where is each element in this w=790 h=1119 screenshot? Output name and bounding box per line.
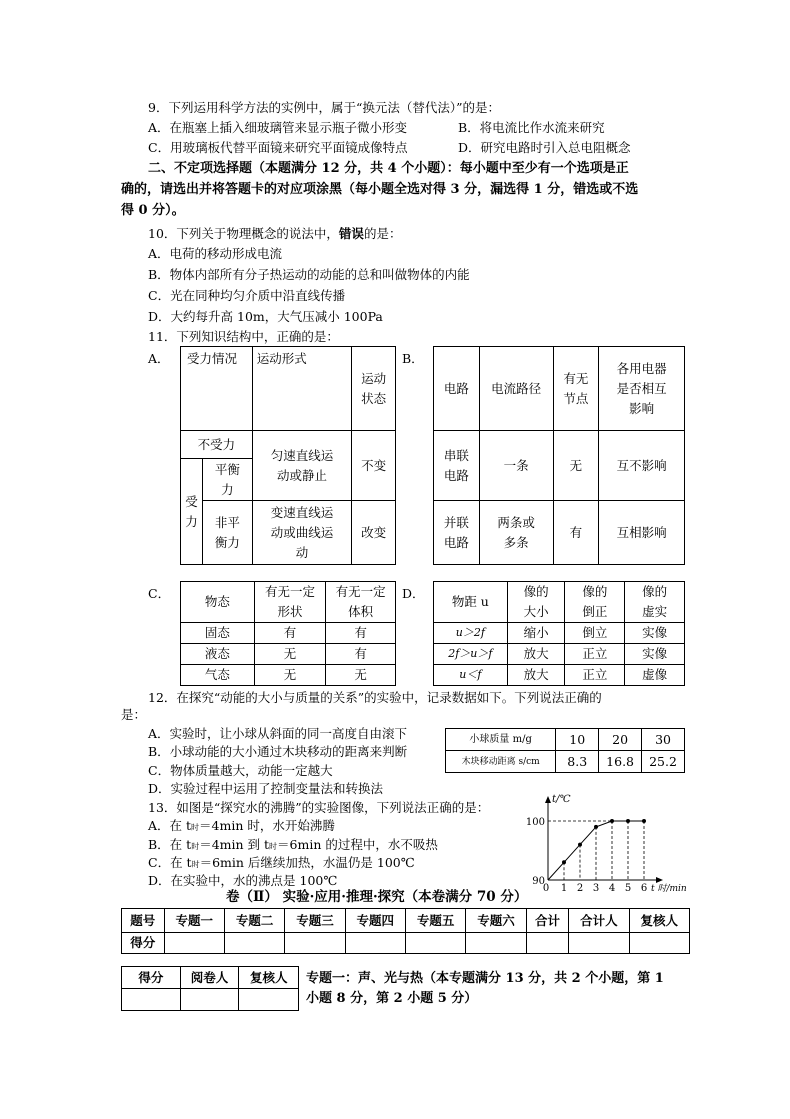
- table-d-cell: 缩小: [507, 623, 565, 644]
- chart-x-tick-label: 1: [560, 883, 568, 894]
- score-value-row: [122, 933, 690, 954]
- score-header-cell: 专题五: [405, 909, 465, 933]
- table-d-header-size-l1: 像的: [523, 584, 549, 599]
- q11-table-b: [433, 346, 685, 565]
- table-a-side-l2: 力: [185, 513, 198, 529]
- table-a-uniform-l1: 匀速直线运: [270, 447, 334, 463]
- chart-x-axis-arrow: [656, 877, 663, 883]
- grader-input[interactable]: [180, 989, 239, 1011]
- table-d-cell: u＞2f: [434, 623, 508, 644]
- chart-point: [594, 825, 598, 829]
- q12-option-a: A．实验时，让小球从斜面的同一高度自由滚下: [148, 726, 408, 741]
- table-a-unbalanced-l2: 衡力: [214, 534, 240, 550]
- table-a-variable: [252, 501, 351, 565]
- grader-header: 得分: [122, 967, 181, 989]
- table-c-header-state: 物态: [181, 582, 255, 623]
- boiling-chart: [520, 790, 690, 894]
- q9-option-b: B．将电流比作水流来研究: [458, 120, 605, 135]
- chart-x-tick-label: 3: [592, 883, 600, 894]
- table-b-parallel: [434, 501, 480, 565]
- table-a-variable-l3: 动: [295, 544, 309, 560]
- q12-cell: 20: [599, 729, 642, 751]
- table-b-parallel-path: [479, 501, 553, 565]
- q10-stem-pre: 10．下列关于物理概念的说法中，: [148, 226, 339, 241]
- score-header-cell: 专题三: [285, 909, 345, 933]
- table-c-cell: 无: [326, 665, 396, 686]
- q11-stem: 11．下列知识结构中，正确的是：: [148, 329, 339, 344]
- table-a-uniform: [252, 431, 351, 501]
- q12-cell: 30: [642, 729, 685, 751]
- table-d-cell: 实像: [625, 644, 685, 665]
- table-b-header-node-l1: 有无: [563, 370, 589, 386]
- grader-table: [121, 966, 299, 1011]
- chart-point: [610, 819, 614, 823]
- score-table: [121, 908, 690, 954]
- table-a-header-state-l2: 状态: [361, 390, 387, 406]
- q12-option-b: B．小球动能的大小通过木块移动的距离来判断: [148, 744, 408, 759]
- table-b-parallel-influence: 互相影响: [599, 501, 685, 565]
- score-header-row: [122, 909, 690, 933]
- q10-option-b: B．物体内部所有分子热运动的动能的总和叫做物体的内能: [148, 267, 470, 282]
- table-c-cell: 无: [254, 644, 326, 665]
- table-c-header-shape: [254, 582, 326, 623]
- topic1-title-line1: 专题一：声、光与热（本专题满分 13 分，共 2 个小题，第 1: [306, 971, 664, 986]
- table-a-side-label: [181, 459, 203, 565]
- grader-input[interactable]: [239, 989, 299, 1011]
- q11-label-b: B．: [402, 351, 424, 366]
- score-header-cell: 专题六: [466, 909, 526, 933]
- table-c-cell: 有: [254, 623, 326, 644]
- table-d-header-real-l2: 虚实: [642, 604, 668, 619]
- chart-y-axis-label: t/℃: [552, 794, 571, 805]
- part2-title: 卷（Ⅱ） 实验·应用·推理·探究（本卷满分 70 分）: [226, 889, 528, 905]
- score-input-cell[interactable]: [285, 933, 345, 954]
- grader-header: 复核人: [239, 967, 299, 989]
- table-b-series-influence: 互不影响: [599, 431, 685, 501]
- q13-option-a: [148, 817, 335, 837]
- q12-cell: 16.8: [599, 751, 642, 773]
- table-a-header-state: [352, 347, 396, 431]
- q12-option-d: D．实验过程中运用了控制变量法和转换法: [148, 781, 384, 796]
- table-a-variable-l2: 动或曲线运: [270, 524, 334, 540]
- q13-c-sub: 时: [191, 860, 200, 869]
- table-d-header-size: [507, 582, 565, 623]
- score-input-cell[interactable]: [466, 933, 526, 954]
- q13-b-post: ＝6min 的过程中，水不吸热: [277, 837, 438, 852]
- q13-a-sub: 时: [191, 823, 200, 832]
- table-c-cell: 有: [326, 623, 396, 644]
- table-b-series-path: 一条: [479, 431, 553, 501]
- table-a-unbalanced: [202, 501, 252, 565]
- q13-stem: 13．如图是“探究水的沸腾”的实验图像，下列说法正确的是：: [148, 800, 490, 815]
- q10-option-a: A．电荷的移动形成电流: [148, 246, 283, 261]
- chart-series: [548, 819, 646, 880]
- table-a-uniform-l2: 动或静止: [276, 467, 327, 483]
- table-b-header-node: [553, 347, 599, 431]
- table-d-cell: 放大: [507, 644, 565, 665]
- topic1-title-line2: 小题 8 分，第 2 小题 5 分）: [306, 991, 478, 1006]
- q12-data-table: [445, 728, 685, 773]
- table-b-header-circuit: 电路: [434, 347, 480, 431]
- q11-table-c: [180, 581, 396, 686]
- table-a-no-force: 不受力: [181, 431, 253, 459]
- score-input-cell[interactable]: [526, 933, 569, 954]
- chart-axes: [545, 796, 663, 883]
- q12-option-c: C．物体质量越大，动能一定越大: [148, 763, 333, 778]
- score-input-cell[interactable]: [164, 933, 224, 954]
- table-d-header-real-l1: 像的: [642, 584, 668, 599]
- score-input-cell[interactable]: [629, 933, 689, 954]
- score-input-cell[interactable]: [405, 933, 465, 954]
- q13-option-d: D．在实验中，水的沸点是 100℃: [148, 873, 338, 888]
- table-b-header-influence: [599, 347, 685, 431]
- chart-y-axis-arrow: [545, 796, 551, 803]
- table-a-unchanged: 不变: [352, 431, 396, 501]
- chart-x-tick-label: 0: [542, 883, 550, 894]
- table-d-header-distance: 物距 u: [434, 582, 508, 623]
- table-d-header-size-l2: 大小: [523, 604, 549, 619]
- q10-stem: [148, 225, 401, 243]
- chart-x-tick-label: 4: [608, 883, 616, 894]
- table-d-cell: 正立: [565, 665, 625, 686]
- score-header-cell: 专题一: [164, 909, 224, 933]
- q12-stem-line1: 12．在探究“动能的大小与质量的关系”的实验中，记录数据如下。下列说法正确的: [148, 690, 602, 705]
- table-a-header-force: 受力情况: [181, 347, 253, 431]
- chart-point: [578, 843, 582, 847]
- q13-a-pre: A．在 t: [148, 818, 192, 833]
- table-a-balanced: [202, 459, 252, 501]
- table-a-header-state-l1: 运动: [361, 370, 387, 386]
- q9-option-d: D．研究电路时引入总电阻概念: [458, 140, 631, 155]
- table-b-parallel-path-l1: 两条或: [497, 514, 535, 530]
- q12-stem-line2: 是：: [121, 707, 147, 722]
- q13-option-c: [148, 854, 415, 874]
- score-row-label: 得分: [122, 933, 165, 954]
- table-b-header-influence-l1: 各用电器: [616, 360, 667, 376]
- table-a-header-motion: 运动形式: [252, 347, 351, 431]
- chart-x-tick-label: 5: [624, 883, 632, 894]
- table-a-unbalanced-l1: 非平: [214, 514, 240, 530]
- table-d-cell: u＜f: [434, 665, 508, 686]
- table-c-cell: 固态: [181, 623, 255, 644]
- chart-point: [626, 819, 630, 823]
- table-a-balanced-l1: 平衡: [214, 461, 240, 477]
- grader-header: 阅卷人: [180, 967, 239, 989]
- q12-cell: 8.3: [556, 751, 599, 773]
- q11-table-a: [180, 346, 396, 565]
- table-c-cell: 液态: [181, 644, 255, 665]
- table-b-parallel-path-l2: 多条: [503, 534, 529, 550]
- table-d-header-real: [625, 582, 685, 623]
- table-b-header-influence-l3: 影响: [629, 400, 655, 416]
- q12-cell: 25.2: [642, 751, 685, 773]
- q13-b-mid: ＝4min 到 t: [199, 837, 270, 852]
- score-header-cell: 题号: [122, 909, 165, 933]
- q13-b-sub: 时: [191, 842, 200, 851]
- table-a-balanced-l2: 力: [221, 481, 234, 497]
- q9-stem: 9．下列运用科学方法的实例中，属于“换元法（替代法）”的是：: [148, 100, 500, 115]
- q10-option-c: C．光在同种均匀介质中沿直线传播: [148, 288, 346, 303]
- q12-row2-label: 木块移动距离 s/cm: [446, 751, 556, 773]
- table-c-header-volume: [326, 582, 396, 623]
- section2-line3: 得 0 分）。: [121, 203, 185, 218]
- table-c-cell: 气态: [181, 665, 255, 686]
- score-header-cell: 合计: [526, 909, 569, 933]
- table-b-series-node: 无: [553, 431, 599, 501]
- table-a-side-l1: 受: [185, 493, 198, 509]
- chart-x-tick-label: 6: [640, 883, 648, 894]
- score-header-cell: 复核人: [629, 909, 689, 933]
- section2-line2: 确的，请选出并将答题卡的对应项涂黑（每小题全选对得 3 分，漏选得 1 分，错选或不选: [121, 182, 639, 197]
- table-b-header-influence-l2: 是否相互: [616, 380, 667, 396]
- table-d-cell: 倒立: [565, 623, 625, 644]
- table-d-header-orientation-l2: 倒正: [582, 604, 608, 619]
- grader-input[interactable]: [122, 989, 181, 1011]
- chart-point: [642, 819, 646, 823]
- table-b-parallel-l2: 电路: [443, 534, 469, 550]
- q13-option-b: [148, 836, 438, 856]
- table-d-cell: 虚像: [625, 665, 685, 686]
- score-header-cell: 专题二: [224, 909, 284, 933]
- table-c-cell: 无: [254, 665, 326, 686]
- table-d-cell: 2f＞u＞f: [434, 644, 508, 665]
- table-d-cell: 正立: [565, 644, 625, 665]
- table-b-header-path: 电流路径: [479, 347, 553, 431]
- q9-option-c: C．用玻璃板代替平面镜来研究平面镜成像特点: [148, 140, 408, 155]
- table-a-variable-l1: 变速直线运: [270, 504, 334, 520]
- table-c-header-volume-l1: 有无一定: [335, 584, 386, 599]
- q9-option-a: A．在瓶塞上插入细玻璃管来显示瓶子微小形变: [148, 120, 408, 135]
- chart-labels: [526, 794, 687, 894]
- table-b-parallel-node: 有: [553, 501, 599, 565]
- table-c-header-volume-l2: 体积: [348, 604, 374, 619]
- score-header-cell: 专题四: [345, 909, 405, 933]
- chart-x-tick-label: 2: [576, 883, 584, 894]
- q10-option-d: D．大约每升高 10m，大气压减小 100Pa: [148, 309, 383, 324]
- table-b-series-l1: 串联: [443, 447, 469, 463]
- table-d-cell: 放大: [507, 665, 565, 686]
- score-input-cell[interactable]: [345, 933, 405, 954]
- chart-y-tick-label: 100: [525, 817, 545, 828]
- q13-a-post: ＝4min 时，水开始沸腾: [199, 818, 335, 833]
- section2-line1: 二、不定项选择题（本题满分 12 分，共 4 个小题）：每小题中至少有一个选项是正: [148, 161, 629, 176]
- chart-x-axis-label: t 时/min: [651, 884, 687, 894]
- q11-label-d: D．: [402, 586, 425, 601]
- table-b-parallel-l1: 并联: [443, 514, 469, 530]
- score-header-cell: 合计人: [569, 909, 629, 933]
- table-d-cell: 实像: [625, 623, 685, 644]
- chart-y-tick-label: 90: [532, 876, 545, 887]
- q10-stem-post: 的是：: [363, 226, 402, 241]
- chart-point: [562, 860, 566, 864]
- q13-b-pre: B．在 t: [148, 837, 192, 852]
- table-d-header-orientation: [565, 582, 625, 623]
- q11-label-a: A．: [148, 351, 170, 366]
- q13-c-pre: C．在 t: [148, 855, 192, 870]
- chart-grid: [548, 821, 644, 880]
- table-b-series: [434, 431, 480, 501]
- q12-cell: 10: [556, 729, 599, 751]
- table-c-header-shape-l1: 有无一定: [264, 584, 315, 599]
- table-c-header-shape-l2: 形状: [277, 604, 303, 619]
- score-input-cell[interactable]: [224, 933, 284, 954]
- score-input-cell[interactable]: [569, 933, 629, 954]
- q10-stem-emphasis: 错误: [338, 226, 364, 241]
- q12-row1-label: 小球质量 m/g: [446, 729, 556, 751]
- q11-table-d: [433, 581, 685, 686]
- table-a-changed: 改变: [352, 501, 396, 565]
- table-b-series-l2: 电路: [443, 467, 469, 483]
- q13-b-sub2: 时: [269, 842, 278, 851]
- table-d-header-orientation-l1: 像的: [582, 584, 608, 599]
- table-b-header-node-l2: 节点: [563, 390, 589, 406]
- q13-c-post: ＝6min 后继续加热，水温仍是 100℃: [199, 855, 415, 870]
- table-c-cell: 有: [326, 644, 396, 665]
- q11-label-c: C．: [148, 586, 171, 601]
